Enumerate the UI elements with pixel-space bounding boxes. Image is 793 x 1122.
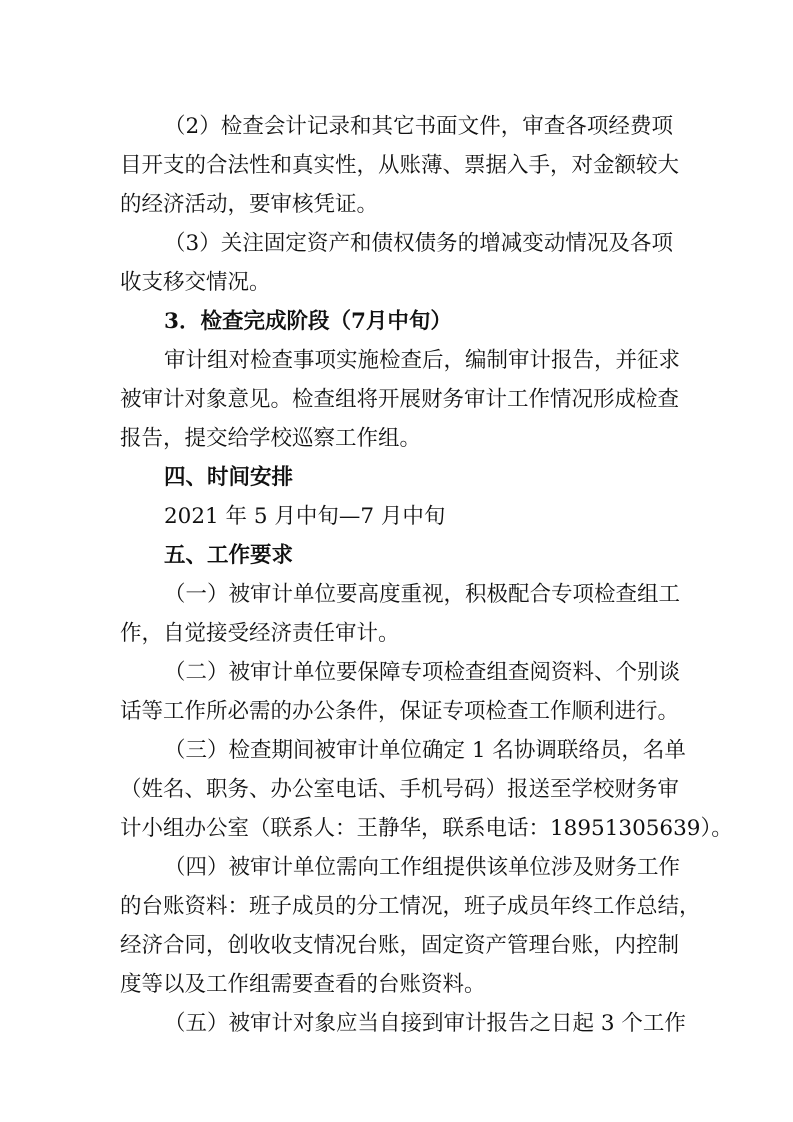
text-line: 2021 年 5 月中旬—7 月中旬: [164, 504, 446, 529]
text-line: （四）被审计单位需向工作组提供该单位涉及财务工作: [164, 855, 681, 880]
requirement-2-line-1: [0, 656, 793, 690]
text-line: （二）被审计单位要保障专项检查组查阅资料、个别谈: [164, 660, 681, 685]
requirement-2-line-2: [0, 695, 793, 729]
text-line: 计小组办公室（联系人：王静华，联系电话：18951305639）。: [120, 816, 733, 841]
requirement-3-line-3: [0, 812, 793, 846]
paragraph-2-line-1: [0, 110, 793, 144]
text-line: （一）被审计单位要高度重视，积极配合专项检查组工: [164, 582, 681, 607]
paragraph-4-line-2: [0, 383, 793, 417]
paragraph-4-line-1: [0, 344, 793, 378]
text-line: 度等以及工作组需要查看的台账资料。: [120, 972, 486, 997]
text-line: 审计组对检查事项实施检查后，编制审计报告，并征求: [164, 348, 681, 373]
text-line: （五）被审计对象应当自接到审计报告之日起 3 个工作: [164, 1011, 686, 1036]
text-line: 的台账资料：班子成员的分工情况，班子成员年终工作总结，: [120, 894, 701, 919]
requirement-3-line-1: [0, 734, 793, 768]
paragraph-2-line-2: [0, 149, 793, 183]
paragraph-4-line-3: [0, 422, 793, 456]
section-heading-4: [0, 461, 793, 495]
heading-text: 3．检查完成阶段（7月中旬）: [164, 309, 452, 334]
requirement-4-line-2: [0, 890, 793, 924]
heading-text: 四、时间安排: [164, 465, 294, 490]
section-heading-3: [0, 305, 793, 339]
text-line: 经济合同，创收收支情况台账，固定资产管理台账，内控制: [120, 933, 680, 958]
requirement-1-line-2: [0, 617, 793, 651]
requirement-3-line-2: [0, 773, 793, 807]
text-line: （姓名、职务、办公室电话、手机号码）报送至学校财务审: [120, 777, 680, 802]
text-line: 目开支的合法性和真实性，从账薄、票据入手，对金额较大: [120, 153, 680, 178]
requirement-4-line-1: [0, 851, 793, 885]
paragraph-3-line-2: [0, 266, 793, 300]
text-line: （三）检查期间被审计单位确定 1 名协调联络员，名单: [164, 738, 686, 763]
paragraph-2-line-3: [0, 188, 793, 222]
text-line: （3）关注固定资产和债权债务的增减变动情况及各项: [164, 231, 673, 256]
text-line: 的经济活动，要审核凭证。: [120, 192, 379, 217]
text-line: 作，自觉接受经济责任审计。: [120, 621, 400, 646]
text-line: 话等工作所必需的办公条件，保证专项检查工作顺利进行。: [120, 699, 680, 724]
requirement-4-line-3: [0, 929, 793, 963]
requirement-1-line-1: [0, 578, 793, 612]
requirement-5-line-1: [0, 1007, 793, 1041]
text-line: （2）检查会计记录和其它书面文件，审查各项经费项: [164, 114, 673, 139]
text-line: 被审计对象意见。检查组将开展财务审计工作情况形成检查: [120, 387, 680, 412]
paragraph-3-line-1: [0, 227, 793, 261]
text-line: 收支移交情况。: [120, 270, 271, 295]
heading-text: 五、工作要求: [164, 543, 294, 568]
requirement-4-line-4: [0, 968, 793, 1002]
time-schedule-line: [0, 500, 793, 534]
section-heading-5: [0, 539, 793, 573]
text-line: 报告，提交给学校巡察工作组。: [120, 426, 422, 451]
